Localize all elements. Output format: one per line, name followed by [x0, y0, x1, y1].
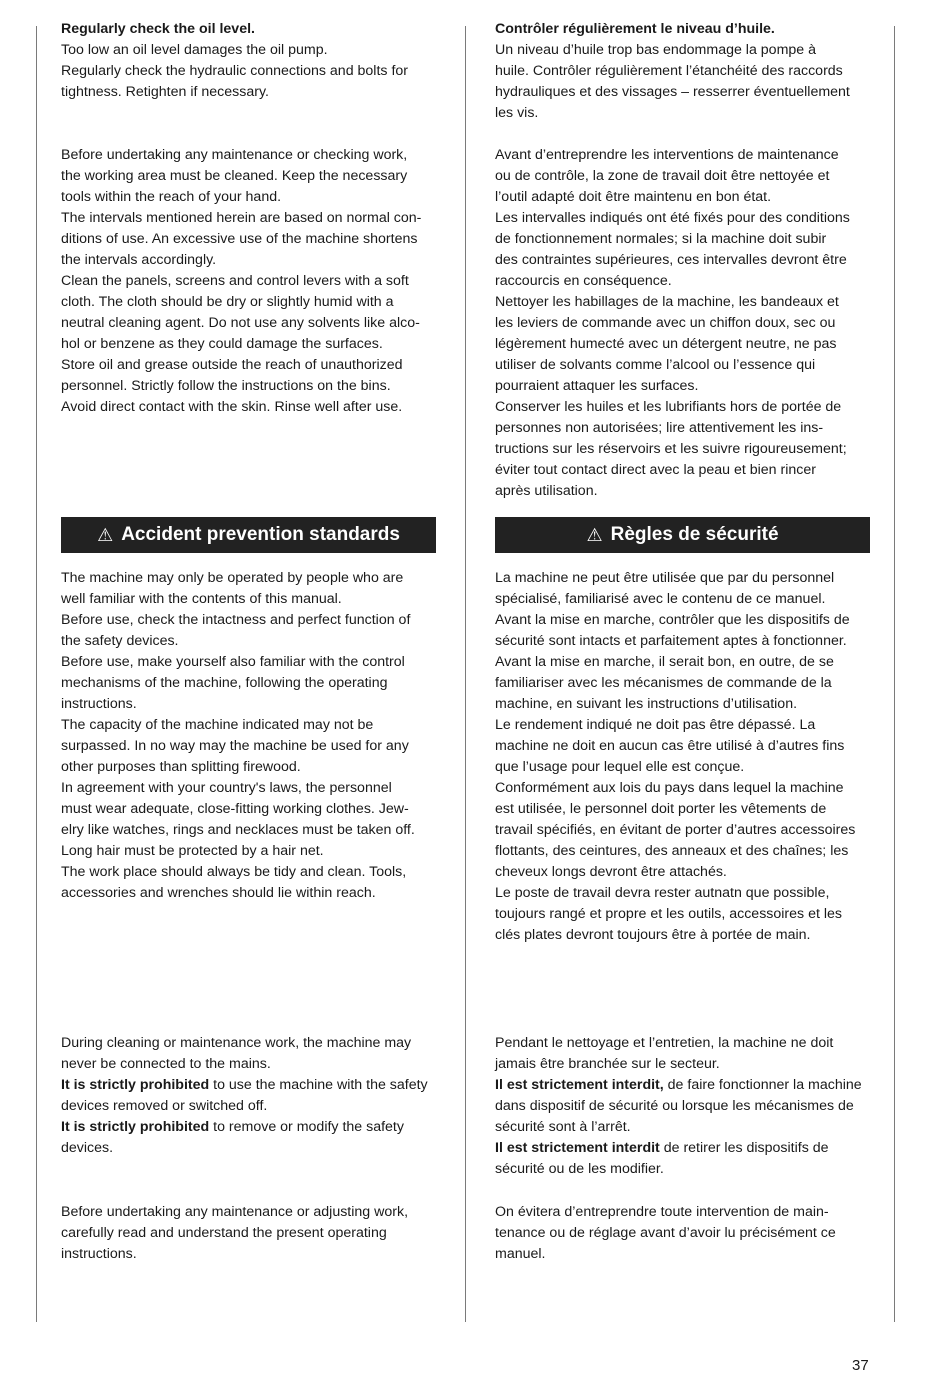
text-line: tenance ou de réglage avant d’avoir lu précisément ce — [495, 1225, 836, 1241]
prohibition-bold-en: It is strictly prohibited — [61, 1119, 210, 1135]
text-line: well familiar with the contents of this manual. — [61, 591, 342, 607]
text-line: travail spécifiés, en évitant de porter d’autres accessoires — [495, 822, 856, 838]
text-line: manuel. — [495, 1246, 546, 1262]
oil-level-title-en: Regularly check the oil level. — [61, 21, 255, 37]
prohibition-text-en: to remove or modify the safety — [209, 1119, 404, 1135]
prohibition-1-en — [61, 1075, 439, 1096]
text-line: tools within the reach of your hand. — [61, 189, 282, 205]
prohibition-1-line2-fr: dans dispositif de sécurité ou lorsque les mécanismes de — [495, 1098, 854, 1114]
text-line: Regularly check the hydraulic connections and bolts for — [61, 63, 408, 79]
text-line: accessories and wrenches should lie within reach. — [61, 885, 376, 901]
text-line: instructions. — [61, 1246, 137, 1262]
text-line: sécurité sont intacts et parfaitement aptes à fonctionner. — [495, 633, 847, 649]
text-line: flottants, des ceintures, des anneaux et des chaînes; les — [495, 843, 849, 859]
prohibition-text-fr: de retirer les dispositifs de — [659, 1140, 829, 1156]
text-line: cloth. The cloth should be dry or slightly humid with a — [61, 294, 394, 310]
text-line: The capacity of the machine indicated may not be — [61, 717, 374, 733]
text-line: Conserver les huiles et les lubrifiants hors de portée de — [495, 399, 842, 415]
text-line: neutral cleaning agent. Do not use any solvents like alco- — [61, 315, 420, 331]
text-line: toujours rangé et propre et les outils, accessoires et les — [495, 906, 842, 922]
page-number: 37 — [852, 1357, 869, 1374]
text-line: instructions. — [61, 696, 137, 712]
maintenance-text-fr — [495, 145, 873, 502]
cleaning-line-fr: jamais être branchée sur le secteur. — [495, 1056, 720, 1072]
text-line: est utilisée, le personnel doit porter les vêtements de — [495, 801, 827, 817]
prohibition-1-line3-fr: sécurité sont à l’arrêt. — [495, 1119, 631, 1135]
text-line: La machine ne peut être utilisée que par du personnel — [495, 570, 835, 586]
text-line: In agreement with your country's laws, the personnel — [61, 780, 392, 796]
text-line: utiliser de solvants comme l’alcool ou l’essence qui — [495, 357, 816, 373]
prohibition-1-line2-en: devices removed or switched off. — [61, 1098, 268, 1114]
text-line: Avant la mise en marche, il serait bon, en outre, de se — [495, 654, 834, 670]
text-line: Before undertaking any maintenance or checking work, — [61, 147, 408, 163]
text-line: spécialisé, familiarisé avec le contenu de ce manuel. — [495, 591, 826, 607]
text-line: personnel. Strictly follow the instructions on the bins. — [61, 378, 391, 394]
text-line: Before use, check the intactness and perfect function of — [61, 612, 411, 628]
final-note-text-en — [61, 1202, 439, 1265]
text-line: Le poste de travail devra rester autnatn que possible, — [495, 885, 830, 901]
text-line: surpassed. In no way may the machine be used for any — [61, 738, 409, 754]
text-line: l’outil adapté doit être maintenu en bon état. — [495, 189, 772, 205]
text-line: cheveux longs devront être attachés. — [495, 864, 727, 880]
text-line: hydrauliques et des vissages – resserrer éventuellement — [495, 84, 850, 100]
maintenance-section-en — [61, 145, 439, 418]
oil-level-text-fr — [495, 40, 873, 124]
right-margin-rule — [894, 26, 895, 1322]
text-line: The intervals mentioned herein are based on normal con- — [61, 210, 422, 226]
text-line: mechanisms of the machine, following the operating — [61, 675, 388, 691]
text-line: Un niveau d’huile trop bas endommage la pompe à — [495, 42, 816, 58]
text-line: Before use, make yourself also familiar with the control — [61, 654, 405, 670]
text-line: personnes non autorisées; lire attentivement les ins- — [495, 420, 824, 436]
text-line: The work place should always be tidy and clean. Tools, — [61, 864, 407, 880]
cleaning-line-fr: Pendant le nettoyage et l’entretien, la machine ne doit — [495, 1035, 834, 1051]
prohibition-text-en: to use the machine with the safety — [209, 1077, 428, 1093]
prohibition-2-fr — [495, 1138, 873, 1159]
text-line: On évitera d’entreprendre toute intervention de main- — [495, 1204, 829, 1220]
text-line: Clean the panels, screens and control levers with a soft — [61, 273, 409, 289]
text-line: huile. Contrôler régulièrement l’étanchéité des raccords — [495, 63, 843, 79]
text-line: The machine may only be operated by people who are — [61, 570, 404, 586]
safety-rules-section-en — [61, 568, 439, 904]
text-line: Store oil and grease outside the reach of unauthorized — [61, 357, 403, 373]
text-line: familiariser avec les mécanismes de commande de la — [495, 675, 832, 691]
section-heading-en — [61, 517, 436, 553]
text-line: Nettoyer les habillages de la machine, les bandeaux et — [495, 294, 839, 310]
text-line: Too low an oil level damages the oil pump. — [61, 42, 328, 58]
text-line: Avant la mise en marche, contrôler que les dispositifs de — [495, 612, 850, 628]
text-line: the intervals accordingly. — [61, 252, 217, 268]
text-line: les leviers de commande avec un chiffon doux, sec ou — [495, 315, 836, 331]
text-line: raccourcis en conséquence. — [495, 273, 672, 289]
prohibition-2-en — [61, 1117, 439, 1138]
text-line: les vis. — [495, 105, 539, 121]
text-line: après utilisation. — [495, 483, 598, 499]
text-line: de fonctionnement normales; si la machine doit subir — [495, 231, 827, 247]
text-line: que l’usage pour lequel elle est conçue. — [495, 759, 745, 775]
cleaning-section-en — [61, 1033, 439, 1159]
text-line: must wear adequate, close-fitting working clothes. Jew- — [61, 801, 409, 817]
prohibition-2-line2-fr: sécurité ou de les modifier. — [495, 1161, 664, 1177]
cleaning-section-fr — [495, 1033, 873, 1180]
section-heading-fr — [495, 517, 870, 553]
text-line: machine ne doit en aucun cas être utilisé à d’autres fins — [495, 738, 845, 754]
final-note-text-fr — [495, 1202, 873, 1265]
text-line: clés plates devront toujours être à portée de main. — [495, 927, 811, 943]
prohibition-text-fr: de faire fonctionner la machine — [663, 1077, 862, 1093]
text-line: machine, en suivant les instructions d’utilisation. — [495, 696, 798, 712]
text-line: Conformément aux lois du pays dans lequel la machine — [495, 780, 844, 796]
final-note-section-en — [61, 1202, 439, 1265]
text-line: Avant d’entreprendre les interventions de maintenance — [495, 147, 839, 163]
text-line: tructions sur les réservoirs et les suivre rigoureusement; — [495, 441, 847, 457]
text-line: Les intervalles indiqués ont été fixés pour des conditions — [495, 210, 850, 226]
prohibition-bold-fr: Il est strictement interdit — [495, 1140, 660, 1156]
text-line: ou de contrôle, la zone de travail doit être nettoyée et — [495, 168, 830, 184]
safety-rules-text-fr — [495, 568, 873, 946]
section-heading-label-en: Accident prevention standards — [121, 524, 400, 545]
prohibition-bold-fr: Il est strictement interdit, — [495, 1077, 664, 1093]
cleaning-line-en: During cleaning or maintenance work, the machine may — [61, 1035, 412, 1051]
section-heading-label-fr: Règles de sécurité — [610, 524, 779, 545]
safety-rules-text-en — [61, 568, 439, 904]
warning-triangle-icon: ⚠ — [586, 524, 603, 545]
text-line: carefully read and understand the present operating — [61, 1225, 387, 1241]
text-line: ditions of use. An excessive use of the machine shortens — [61, 231, 418, 247]
prohibition-2-line2-en: devices. — [61, 1140, 114, 1156]
maintenance-text-en — [61, 145, 439, 418]
final-note-section-fr — [495, 1202, 873, 1265]
text-line: the safety devices. — [61, 633, 179, 649]
left-margin-rule — [36, 26, 37, 1322]
center-column-rule — [465, 26, 466, 1322]
oil-level-section-fr — [495, 19, 873, 124]
oil-level-text-en — [61, 40, 439, 103]
text-line: légèrement humecté avec un détergent neutre, ne pas — [495, 336, 837, 352]
text-line: Le rendement indiqué ne doit pas être dépassé. La — [495, 717, 816, 733]
text-line: the working area must be cleaned. Keep the necessary — [61, 168, 408, 184]
text-line: hol or benzene as they could damage the surfaces. — [61, 336, 383, 352]
text-line: tightness. Retighten if necessary. — [61, 84, 269, 100]
prohibition-bold-en: It is strictly prohibited — [61, 1077, 210, 1093]
text-line: éviter tout contact direct avec la peau et bien rincer — [495, 462, 816, 478]
text-line: Avoid direct contact with the skin. Rinse well after use. — [61, 399, 403, 415]
oil-level-title-fr: Contrôler régulièrement le niveau d’huile. — [495, 21, 775, 37]
text-line: Long hair must be protected by a hair net. — [61, 843, 324, 859]
text-line: des contraintes supérieures, ces intervalles devront être — [495, 252, 847, 268]
prohibition-1-fr — [495, 1075, 873, 1096]
text-line: elry like watches, rings and necklaces must be taken off. — [61, 822, 415, 838]
text-line: Before undertaking any maintenance or adjusting work, — [61, 1204, 409, 1220]
text-line: other purposes than splitting firewood. — [61, 759, 301, 775]
maintenance-section-fr — [495, 145, 873, 502]
text-line: pourraient attaquer les surfaces. — [495, 378, 699, 394]
warning-triangle-icon: ⚠ — [97, 524, 114, 545]
cleaning-line-en: never be connected to the mains. — [61, 1056, 271, 1072]
safety-rules-section-fr — [495, 568, 873, 946]
oil-level-section-en — [61, 19, 439, 103]
